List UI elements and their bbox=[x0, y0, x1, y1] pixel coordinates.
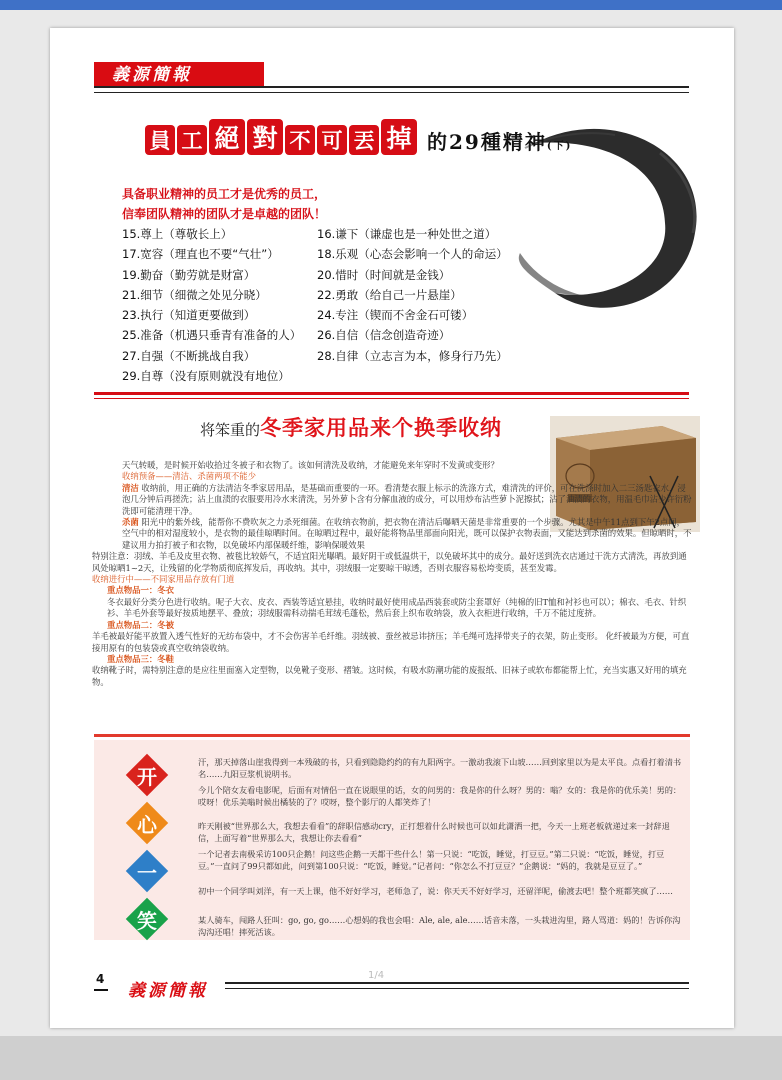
item3-title-text: 重点物品三：冬鞋 bbox=[107, 653, 174, 664]
joke-item: 初中一个同学叫刘洋，有一天上课，他不好好学习，老师急了，说：你天天不好好学习，还留洋呢，偷渡去吧！整个班都笑疯了…… bbox=[198, 886, 673, 896]
article-title-main: 冬季家用品来个换季收纳 bbox=[260, 416, 503, 440]
virtue-item: 28.自律（立志言为本，修身行乃先） bbox=[317, 348, 508, 363]
item2-title bbox=[92, 620, 692, 631]
article-intro: 天气转暖，是时候开始收拾过冬被子和衣物了。该如何清洗及收纳，才能避免来年穿时不发黄或变形？ bbox=[122, 460, 499, 470]
page-number: 4 bbox=[96, 972, 105, 986]
virtue-row bbox=[122, 346, 542, 366]
subheading-during bbox=[92, 574, 692, 585]
intro-line: 具备职业精神的员工才是优秀的员工， bbox=[122, 187, 327, 201]
headline bbox=[145, 119, 572, 155]
virtue-row bbox=[122, 325, 542, 345]
virtue-item: 26.自信（信念创造奇迹） bbox=[317, 328, 451, 343]
headline-char: 工 bbox=[177, 125, 207, 155]
kill-keyword: 杀菌 bbox=[122, 517, 139, 528]
virtue-item: 24.专注（锲而不舍金石可镂） bbox=[317, 308, 474, 323]
kill-text: 阳光中的紫外线，能帮你不费吹灰之力杀死细菌。在收纳衣物前，把衣物在清洁后曝晒天菌是非常重要的一个步骤。尤其是中午11点到下午2点间，空气中的相对湿度较小，是衣物的最佳晾晒时间。在晾晒过程中，最好能将物品里部面向阳光，既可以保护衣物表面，又能达到杀菌的效果。但晾晒时，不建议用力拍打被子和衣物，以免破坏内部保暖纤维，影响保暖效果 bbox=[122, 517, 692, 550]
badge-char: 心 bbox=[137, 812, 157, 837]
masthead-banner: 義源簡報 bbox=[94, 62, 264, 88]
intro-slogan bbox=[122, 184, 326, 224]
subheading-prep-text: 收纳预备——清洁、杀菌两项不能少 bbox=[122, 471, 256, 482]
page-number-underline bbox=[94, 989, 108, 991]
virtue-item: 21.细节（细微之处见分晓） bbox=[122, 287, 267, 302]
badge-char: 笑 bbox=[137, 908, 157, 933]
virtue-item: 17.宽容（理直也不要“气壮”） bbox=[122, 247, 279, 262]
kill-paragraph bbox=[92, 517, 692, 551]
virtue-item: 23.执行（知道更要做到） bbox=[122, 308, 256, 323]
virtue-row bbox=[122, 285, 542, 305]
item2-text: 羊毛被最好能平放置入透气性好的无纺布袋中，才不会伤害羊毛纤维。羽绒被、蚕丝被忌讳挤压；羊毛绳可选择带夹子的衣架，防止变形。 化纤被最为方便，可直接用原有的包装袋或真空收纳袋收纳。 bbox=[92, 631, 690, 653]
virtue-row bbox=[122, 366, 542, 386]
headline-char: 對 bbox=[247, 119, 283, 155]
item1-title-text: 重点物品一：冬衣 bbox=[107, 585, 174, 596]
item1-title bbox=[92, 585, 692, 596]
clean-text: 收纳前，用正确的方法清洁冬季家居用品，是基础而重要的一环。看清楚衣服上标示的洗涤方式，难清洗的评价，可在洗涤时加入二三汤匙衣水，浸泡几分钟后再搓洗；沾上血渍的衣服要用冷水来清洗，另外萝卜含有分解血液的成分，可以用炒布沾些萝卜泥擦拭；沾了油渍的衣物，用温毛巾沾少许衍粉洗即可能清理干净。 bbox=[122, 482, 692, 516]
badge-char: 开 bbox=[137, 764, 157, 789]
virtue-row bbox=[122, 265, 542, 285]
joke-item: 一个记者去南极采访100只企鹅！问这些企鹅一天都干些什么！第一只说：“吃饭，睡觉，打豆豆。”第二只说：“吃饭，睡觉，打豆豆。”一直问了99只都如此，问到第100只说：“吃饭，睡觉。”记者问：“你怎么不打豆豆？”企鹅说：“妈的，我就是豆豆了。” bbox=[198, 849, 665, 871]
item3-title bbox=[92, 654, 692, 665]
joke-item: 某人骑车，闯路人狂叫：go, go, go……心想妈的我也会唱：Ale, ale, ale……话音未落，一头栽进沟里，路人骂道：妈的！告诉你沟沟沟还唱！摔死活该。 bbox=[198, 915, 681, 937]
headline-char: 不 bbox=[285, 125, 315, 155]
clean-keyword: 清洁 bbox=[122, 482, 139, 493]
section-divider bbox=[94, 392, 689, 395]
virtue-item: 29.自尊（没有原则就没有地位） bbox=[122, 369, 290, 384]
virtue-item: 22.勇敢（给自己一片悬崖） bbox=[317, 287, 462, 302]
virtue-item: 18.乐观（心态会影响一个人的命运） bbox=[317, 247, 508, 262]
virtue-row bbox=[122, 305, 542, 325]
virtue-item: 16.谦下（谦虚也是一种处世之道） bbox=[317, 227, 497, 241]
section-divider-thin bbox=[94, 398, 689, 399]
viewer-bottom-bar bbox=[0, 1036, 782, 1080]
intro-line: 信奉团队精神的团队才是卓越的团队！ bbox=[122, 207, 327, 221]
subheading-during-text: 收纳进行中——不同家用品存放有门道 bbox=[92, 574, 235, 585]
badge-char: 一 bbox=[137, 860, 157, 885]
article-body bbox=[92, 460, 692, 688]
joke-item: 汗，那天掉落山崖我得到一本残破的书，只看到隐隐约约的有九阳两字。一激动我滚下山坡……回到家里以为是太平良。点看打着清书名……九阳豆浆机说明书。 bbox=[198, 757, 682, 779]
virtue-item: 15.尊上（尊敬长上） bbox=[122, 227, 233, 241]
masthead-rule-thin bbox=[94, 92, 689, 93]
jokes-divider bbox=[94, 734, 690, 737]
item1-text: 冬衣最好分类分色进行收纳。呢子大衣、皮衣、西装等适宜悬挂，收纳时最好使用成品西装套或防尘套罩好（纯棉的旧T恤和衬衫也可以）；棉衣、毛衣、针织衫、羊毛外套等最好按质地摆平、叠放；羽绒服需科动揣毛茸绒毛蓬松，然后套上织布收纳袋，放入衣柜进行收纳，千万不能过度挤。 bbox=[107, 596, 687, 619]
masthead-rule bbox=[94, 86, 689, 88]
headline-char: 絕 bbox=[209, 119, 245, 155]
virtue-row bbox=[122, 224, 542, 244]
headline-suffix: (下) bbox=[546, 141, 573, 152]
headline-char: 員 bbox=[145, 125, 175, 155]
footer-rule-thin bbox=[225, 988, 689, 989]
virtue-row bbox=[122, 244, 542, 264]
article-title bbox=[200, 412, 502, 442]
headline-char: 掉 bbox=[381, 119, 417, 155]
item2-title-text: 重点物品二：冬被 bbox=[107, 619, 174, 630]
page-indicator: 1/4 bbox=[368, 970, 385, 981]
subheading-prep bbox=[92, 471, 692, 482]
viewer-top-bar bbox=[0, 0, 782, 10]
document-page bbox=[50, 28, 734, 1028]
headline-tail-text: 的29種精神 bbox=[427, 130, 547, 154]
joke-item: 昨天刚被“世界那么大，我想去看看”的辞职信感动cry，正打想着什么时候也可以如此潇洒一把，今天一上班老板就递过来一封辞退信，上面写着“世界那么大，我想让你去看看” bbox=[198, 821, 670, 843]
special-note: 特别注意：羽绒、羊毛及皮里衣物、被毯比较娇气，不适宜阳光曝晒。最好阴干或低温烘干，以免破坏其中的成分。最好送到洗衣店通过干洗方式清洗，再放到通风处晾晒1~2天，让残留的化学物质彻底挥发后，再收纳。其中，羽绒服一定要晾干晾透，否则衣服容易松垮变质，甚至发霉。 bbox=[92, 551, 687, 573]
joke-item: 今儿个陪女友看电影呢，后面有对情侣一直在说眼里的话，女的问男的：我是你的什么呀？男的：嗡？女的：我是你的优乐美！男的：哎呀！优乐美嗡时候出橘装的了？哎呀，整个影厅的人都笑炸了！ bbox=[198, 785, 682, 807]
item3-text: 收纳靴子时，需特别注意的是应往里面塞入定型物，以免靴子变形、褶皱。这时候，有吸水防潮功能的废报纸、旧袜子或软布都能帮上忙，充当实惠又好用的填充物。 bbox=[92, 665, 687, 687]
virtue-item: 25.准备（机遇只垂青有准备的人） bbox=[122, 328, 302, 343]
virtue-item: 27.自强（不断挑战自我） bbox=[122, 348, 256, 363]
clean-paragraph bbox=[92, 483, 692, 517]
virtue-item: 19.勤奋（勤劳就是财富） bbox=[122, 267, 256, 282]
headline-tail bbox=[427, 126, 572, 155]
virtue-list bbox=[122, 224, 542, 386]
headline-char: 丟 bbox=[349, 125, 379, 155]
footer-masthead: 義源簡報 bbox=[128, 981, 208, 1001]
footer-rule bbox=[225, 982, 689, 984]
virtue-item: 20.惜时（时间就是金钱） bbox=[317, 267, 451, 282]
headline-char: 可 bbox=[317, 125, 347, 155]
article-title-prefix: 将笨重的 bbox=[200, 421, 261, 439]
